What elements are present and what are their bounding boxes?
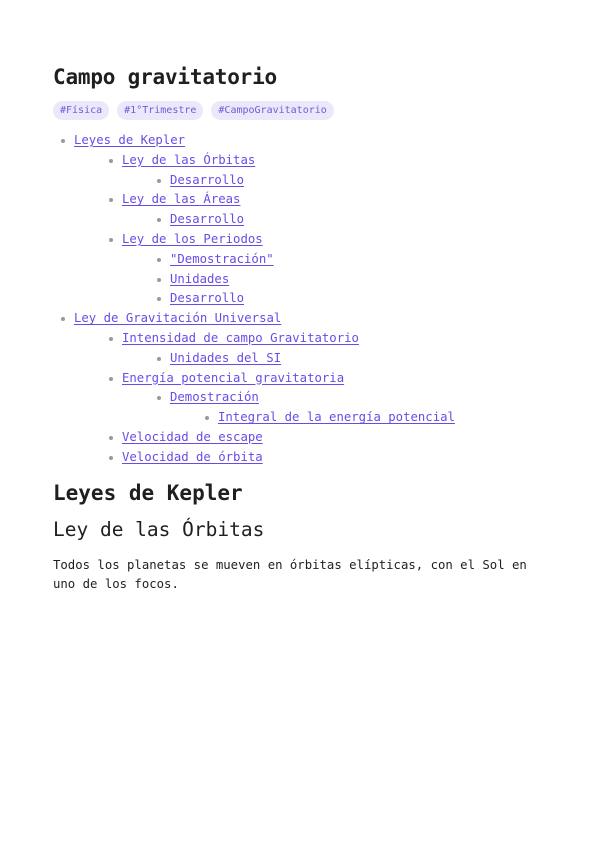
toc-link-orbitas-desarrollo[interactable]: Desarrollo: [170, 172, 245, 187]
toc-link-energia-potencial[interactable]: Energía potencial gravitatoria: [122, 370, 345, 385]
toc-sublist: [122, 349, 547, 369]
toc-link-periodos-desarrollo[interactable]: Desarrollo: [170, 291, 245, 306]
toc-sublist: [122, 250, 547, 309]
page-title: Campo gravitatorio: [53, 65, 277, 89]
toc-sublist: [122, 210, 547, 230]
toc-item: [101, 230, 547, 309]
toc-item: [149, 210, 547, 230]
toc-item: [149, 171, 547, 191]
toc-item: [101, 151, 547, 191]
subsection-heading-ley-de-las-orbitas: Ley de las Órbitas: [53, 517, 265, 541]
toc-link-ley-de-gravitacion-universal[interactable]: Ley de Gravitación Universal: [74, 311, 282, 326]
tag-campo-gravitatorio[interactable]: #CampoGravitatorio: [211, 101, 333, 120]
toc-link-ley-de-las-areas[interactable]: Ley de las Áreas: [122, 192, 241, 207]
toc-link-velocidad-de-escape[interactable]: Velocidad de escape: [122, 429, 263, 444]
toc-sublist: [74, 151, 547, 309]
toc-item: [101, 190, 547, 230]
toc-sublist: [74, 329, 547, 468]
toc-item: [101, 369, 547, 428]
section-heading-leyes-de-kepler: Leyes de Kepler: [53, 480, 243, 505]
body-paragraph: Todos los planetas se mueven en órbitas elípticas, con el Sol en uno de los focos.: [53, 557, 527, 591]
toc-link-periodos-demostracion[interactable]: "Demostración": [170, 251, 274, 266]
toc-sublist: [170, 408, 547, 428]
toc-link-velocidad-de-orbita[interactable]: Velocidad de órbita: [122, 449, 263, 464]
toc-item: [197, 408, 547, 428]
toc-link-ley-de-los-periodos[interactable]: Ley de los Periodos: [122, 231, 263, 246]
toc-link-areas-desarrollo[interactable]: Desarrollo: [170, 212, 245, 227]
toc-item: [149, 388, 547, 428]
tag-list: [53, 101, 547, 120]
toc-link-energia-demostracion[interactable]: Demostración: [170, 390, 259, 405]
toc-link-leyes-de-kepler[interactable]: Leyes de Kepler: [74, 133, 186, 147]
tag-trimestre[interactable]: #1°Trimestre: [117, 101, 203, 120]
toc-item: [53, 131, 547, 309]
toc-item: [149, 250, 547, 270]
table-of-contents: [53, 131, 547, 468]
toc-item: [101, 448, 547, 468]
toc-link-periodos-unidades[interactable]: Unidades: [170, 271, 230, 286]
toc-link-unidades-del-si[interactable]: Unidades del SI: [170, 350, 282, 365]
toc-item: [149, 289, 547, 309]
toc-sublist: [122, 388, 547, 428]
toc-link-ley-de-las-orbitas[interactable]: Ley de las Órbitas: [122, 152, 256, 167]
toc-item: [101, 329, 547, 369]
toc-item: [53, 309, 547, 467]
toc-item: [149, 270, 547, 290]
toc-item: [101, 428, 547, 448]
tag-fisica[interactable]: #Física: [53, 101, 109, 120]
toc-link-intensidad-de-campo[interactable]: Intensidad de campo Gravitatorio: [122, 330, 359, 345]
toc-item: [149, 349, 547, 369]
toc-sublist: [122, 171, 547, 191]
toc-link-integral-energia-potencial[interactable]: Integral de la energía potencial: [218, 410, 455, 425]
